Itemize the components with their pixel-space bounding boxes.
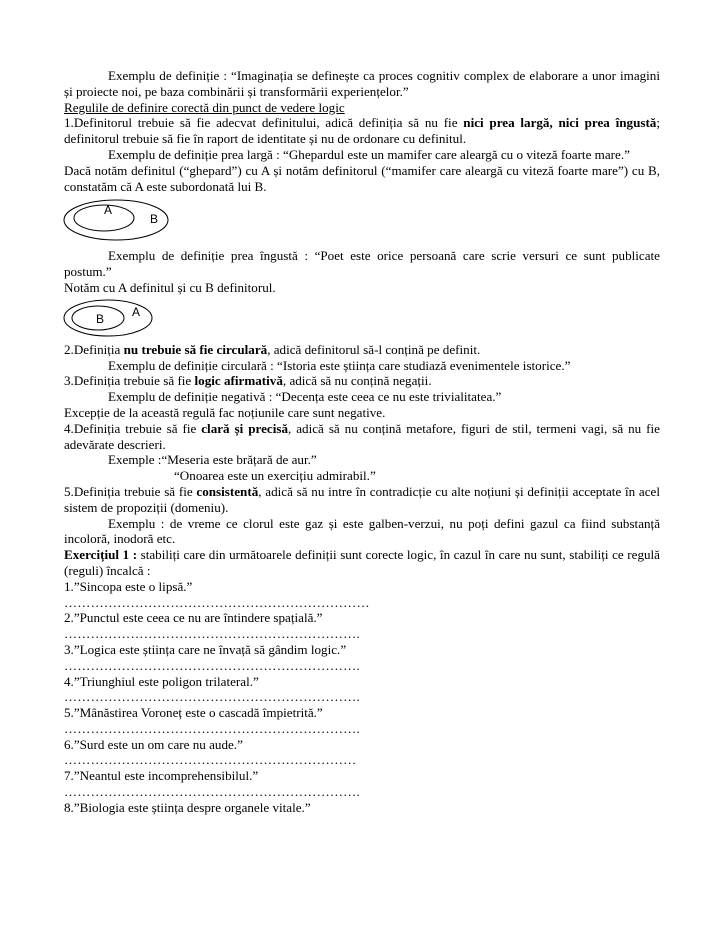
diagram-label-inner: A — [103, 203, 113, 218]
rule-1-paragraph — [64, 115, 660, 147]
rule-4-emphasis: clară și precisă — [201, 420, 289, 436]
narrow-definition-example: Exemplu de definiție prea îngustă : “Poet este orice persoană care scrie versuri ce sunt publicate postum.” — [64, 248, 660, 280]
narrow-definition-note: Notăm cu A definitul și cu B definitorul. — [64, 279, 276, 295]
venn-diagram-wide-svg — [64, 198, 174, 242]
exercise-item: 4.”Triunghiul este poligon trilateral.” — [64, 673, 259, 689]
consistency-example: Exemplu : de vreme ce clorul este gaz și este galben-verzui, nu poți defini gazul ca fiind substanță incoloră, inodoră etc. — [64, 515, 660, 547]
exercise-label: Exercițiul 1 : — [64, 547, 138, 563]
rule-5-text-end: , adică să nu intre în contradicție cu alte noțiuni și definiții acceptate în acel sistem de propoziții (domeniu). — [64, 483, 660, 515]
metaphor-example-2: “Onoarea este un exercițiu admirabil.” — [174, 468, 376, 484]
rule-5-paragraph — [64, 484, 660, 516]
rule-5-text: 5.Definiția trebuie să fie — [64, 483, 197, 499]
answer-line[interactable]: …………………………………………………………. — [64, 657, 360, 673]
rule-2-text-end: , adică definitorul să-l conțină pe definit. — [267, 341, 481, 357]
diagram-label-inner: B — [95, 311, 105, 326]
rule-3-text-end: , adică să nu conțină negații. — [282, 373, 432, 389]
rule-2-text: 2.Definiția — [64, 341, 124, 357]
rule-4-paragraph — [64, 421, 660, 453]
exercise-item: 5.”Mânăstirea Voroneț este o cascadă împietrită.” — [64, 705, 323, 721]
answer-line[interactable]: …………………………………………………………… — [64, 594, 370, 610]
document-page — [64, 68, 660, 816]
venn-diagram-narrow — [64, 298, 660, 342]
answer-line[interactable]: ………………………………………………………… — [64, 752, 357, 768]
diagram-label-outer: B — [149, 212, 159, 227]
rule-4-text-end: , adică să nu conțină metafore, figuri de stil, termeni vagi, să nu fie adevărate descrieri. — [64, 420, 660, 452]
exercise-item: 8.”Biologia este știința despre organele vitale.” — [64, 799, 311, 815]
answer-line[interactable]: …………………………………………………………. — [64, 626, 360, 642]
exercise-item: 7.”Neantul este incomprehensibilul.” — [64, 768, 259, 784]
exercise-item: 2.”Punctul este ceea ce nu are întindere spațială.” — [64, 610, 323, 626]
rule-3-text: 3.Definiția trebuie să fie — [64, 373, 195, 389]
definition-example-paragraph: Exemplu de definiție : “Imaginația se definește ca proces cognitiv complex de elaborare a unor imagini și proiecte noi, pe baza combinării și transformării experiențelor.” — [64, 68, 660, 99]
rule-1-text: 1.Definitorul trebuie să fie adecvat definitului, adică definiția să nu fie — [64, 115, 464, 131]
rule-2-emphasis: nu trebuie să fie circulară — [123, 341, 268, 357]
circular-definition-example: Exemplu de definiție circulară : “Istoria este știința care studiază evenimentele istorice.” — [108, 357, 571, 373]
metaphor-example-1: Exemple :“Meseria este brățară de aur.” — [108, 452, 317, 468]
answer-line[interactable]: …………………………………………………………. — [64, 689, 360, 705]
rule-3-emphasis: logic afirmativă — [194, 373, 283, 389]
rules-heading-text: Regulile de definire corectă din punct de vedere logic — [64, 99, 345, 115]
exercise-instruction — [64, 547, 660, 579]
exercise-item: 1.”Sincopa este o lipsă.” — [64, 578, 193, 594]
rule-3-exception: Excepție de la această regulă fac noțiunile care sunt negative. — [64, 404, 386, 420]
exercise-item: 6.”Surd este un om care nu aude.” — [64, 736, 243, 752]
venn-diagram-wide — [64, 198, 660, 248]
exercise-list — [64, 579, 660, 816]
wide-definition-note: Dacă notăm definitul (“ghepard”) cu A și notăm definitorul (“mamifer care aleargă cu viteză foarte mare”) cu B, constatăm că A este subordonată lui B. — [64, 162, 660, 194]
diagram-label-outer: A — [131, 304, 141, 319]
answer-line[interactable]: …………………………………………………………. — [64, 720, 360, 736]
answer-line[interactable]: …………………………………………………………. — [64, 784, 360, 800]
rule-4-text: 4.Definiția trebuie să fie — [64, 420, 202, 436]
rule-2-paragraph — [64, 342, 660, 358]
exercise-instruction-text: stabiliți care din următoarele definiții sunt corecte logic, în cazul în care nu sunt, stabiliți ce regulă (reguli) încalcă : — [64, 547, 660, 578]
wide-definition-example: Exemplu de definiție prea largă : “Ghepardul este un mamifer care aleargă cu o viteză foarte mare.” — [108, 146, 630, 162]
rules-heading — [64, 100, 660, 116]
negative-definition-example: Exemplu de definiție negativă : “Decența este ceea ce nu este trivialitatea.” — [108, 389, 502, 405]
rule-1-emphasis: nici prea largă, nici prea îngustă — [463, 115, 657, 131]
rule-3-paragraph — [64, 373, 660, 389]
rule-1-text-end: ; definitorul trebuie să fie în raport de identitate și nu de ordonare cu definitul. — [64, 115, 660, 147]
exercise-item: 3.”Logica este știința care ne învață să gândim logic.” — [64, 641, 347, 657]
venn-diagram-narrow-svg — [64, 298, 164, 338]
rule-5-emphasis: consistentă — [196, 483, 259, 499]
